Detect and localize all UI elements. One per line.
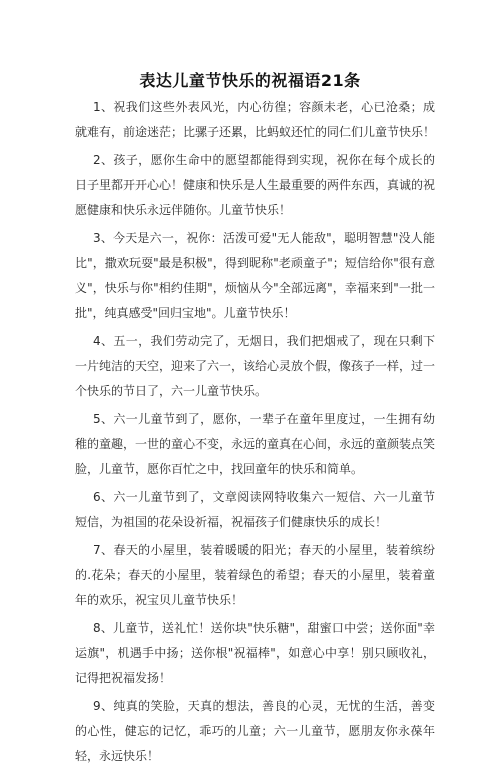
paragraph-8: 8、儿童节，送礼忙！送你块"快乐糖"，甜蜜口中尝；送你面"幸运旗"，机遇手中扬；送你根"祝福棒"，如意心中享！别只顾收礼，记得把祝福发扬！ bbox=[75, 621, 435, 685]
paragraph-9: 9、纯真的笑脸，天真的想法，善良的心灵，无忧的生活，善变的心性，健忘的记忆，乖巧的儿童；六一儿童节，愿朋友你永葆年轻，永远快乐！ bbox=[75, 699, 435, 763]
paragraph-1: 1、祝我们这些外表风光，内心彷徨；容颜未老，心已沧桑；成就难有，前途迷茫；比骡子还累，比蚂蚁还忙的同仁们儿童节快乐！ bbox=[75, 100, 436, 139]
paragraph-5: 5、六一儿童节到了，愿你，一辈子在童年里度过，一生拥有幼稚的童趣，一世的童心不变，永远的童真在心间，永远的童颜装点笑脸，儿童节，愿你百忙之中，找回童年的快乐和简单。 bbox=[75, 412, 436, 476]
paragraph-6: 6、六一儿童节到了，文章阅读网特收集六一短信、六一儿童节短信，为祖国的花朵设祈福，祝福孩子们健康快乐的成长！ bbox=[75, 490, 435, 529]
paragraph-2: 2、孩子，愿你生命中的愿望都能得到实现，祝你在每个成长的日子里都开开心心！健康和快乐是人生最重要的两件东西，真诚的祝愿健康和快乐永远伴随你。儿童节快乐！ bbox=[75, 153, 436, 217]
paragraph-7: 7、春天的小屋里，装着暖暖的阳光；春天的小屋里，装着缤纷的.花朵；春天的小屋里，装着绿色的希望；春天的小屋里，装着童年的欢乐，祝宝贝儿童节快乐！ bbox=[75, 543, 435, 607]
page-title: 表达儿童节快乐的祝福语21条 bbox=[139, 71, 361, 90]
paragraph-4: 4、五一，我们劳动完了，无烟日，我们把烟戒了，现在只剩下一片纯洁的天空，迎来了六一，该给心灵放个假，像孩子一样，过一个快乐的节日了，六一儿童节快乐。 bbox=[75, 334, 436, 398]
paragraph-3: 3、今天是六一，祝你：活泼可爱"无人能敌"，聪明智慧"没人能比"，撒欢玩耍"最是积极"，得到昵称"老顽童子"；短信给你"很有意义"，快乐与你"相约佳期"，烦恼从今"全部远离"，幸福来到"一批一批"，纯真感受"回归宝地"。儿童节快乐！ bbox=[75, 231, 435, 320]
article-body bbox=[75, 95, 435, 769]
